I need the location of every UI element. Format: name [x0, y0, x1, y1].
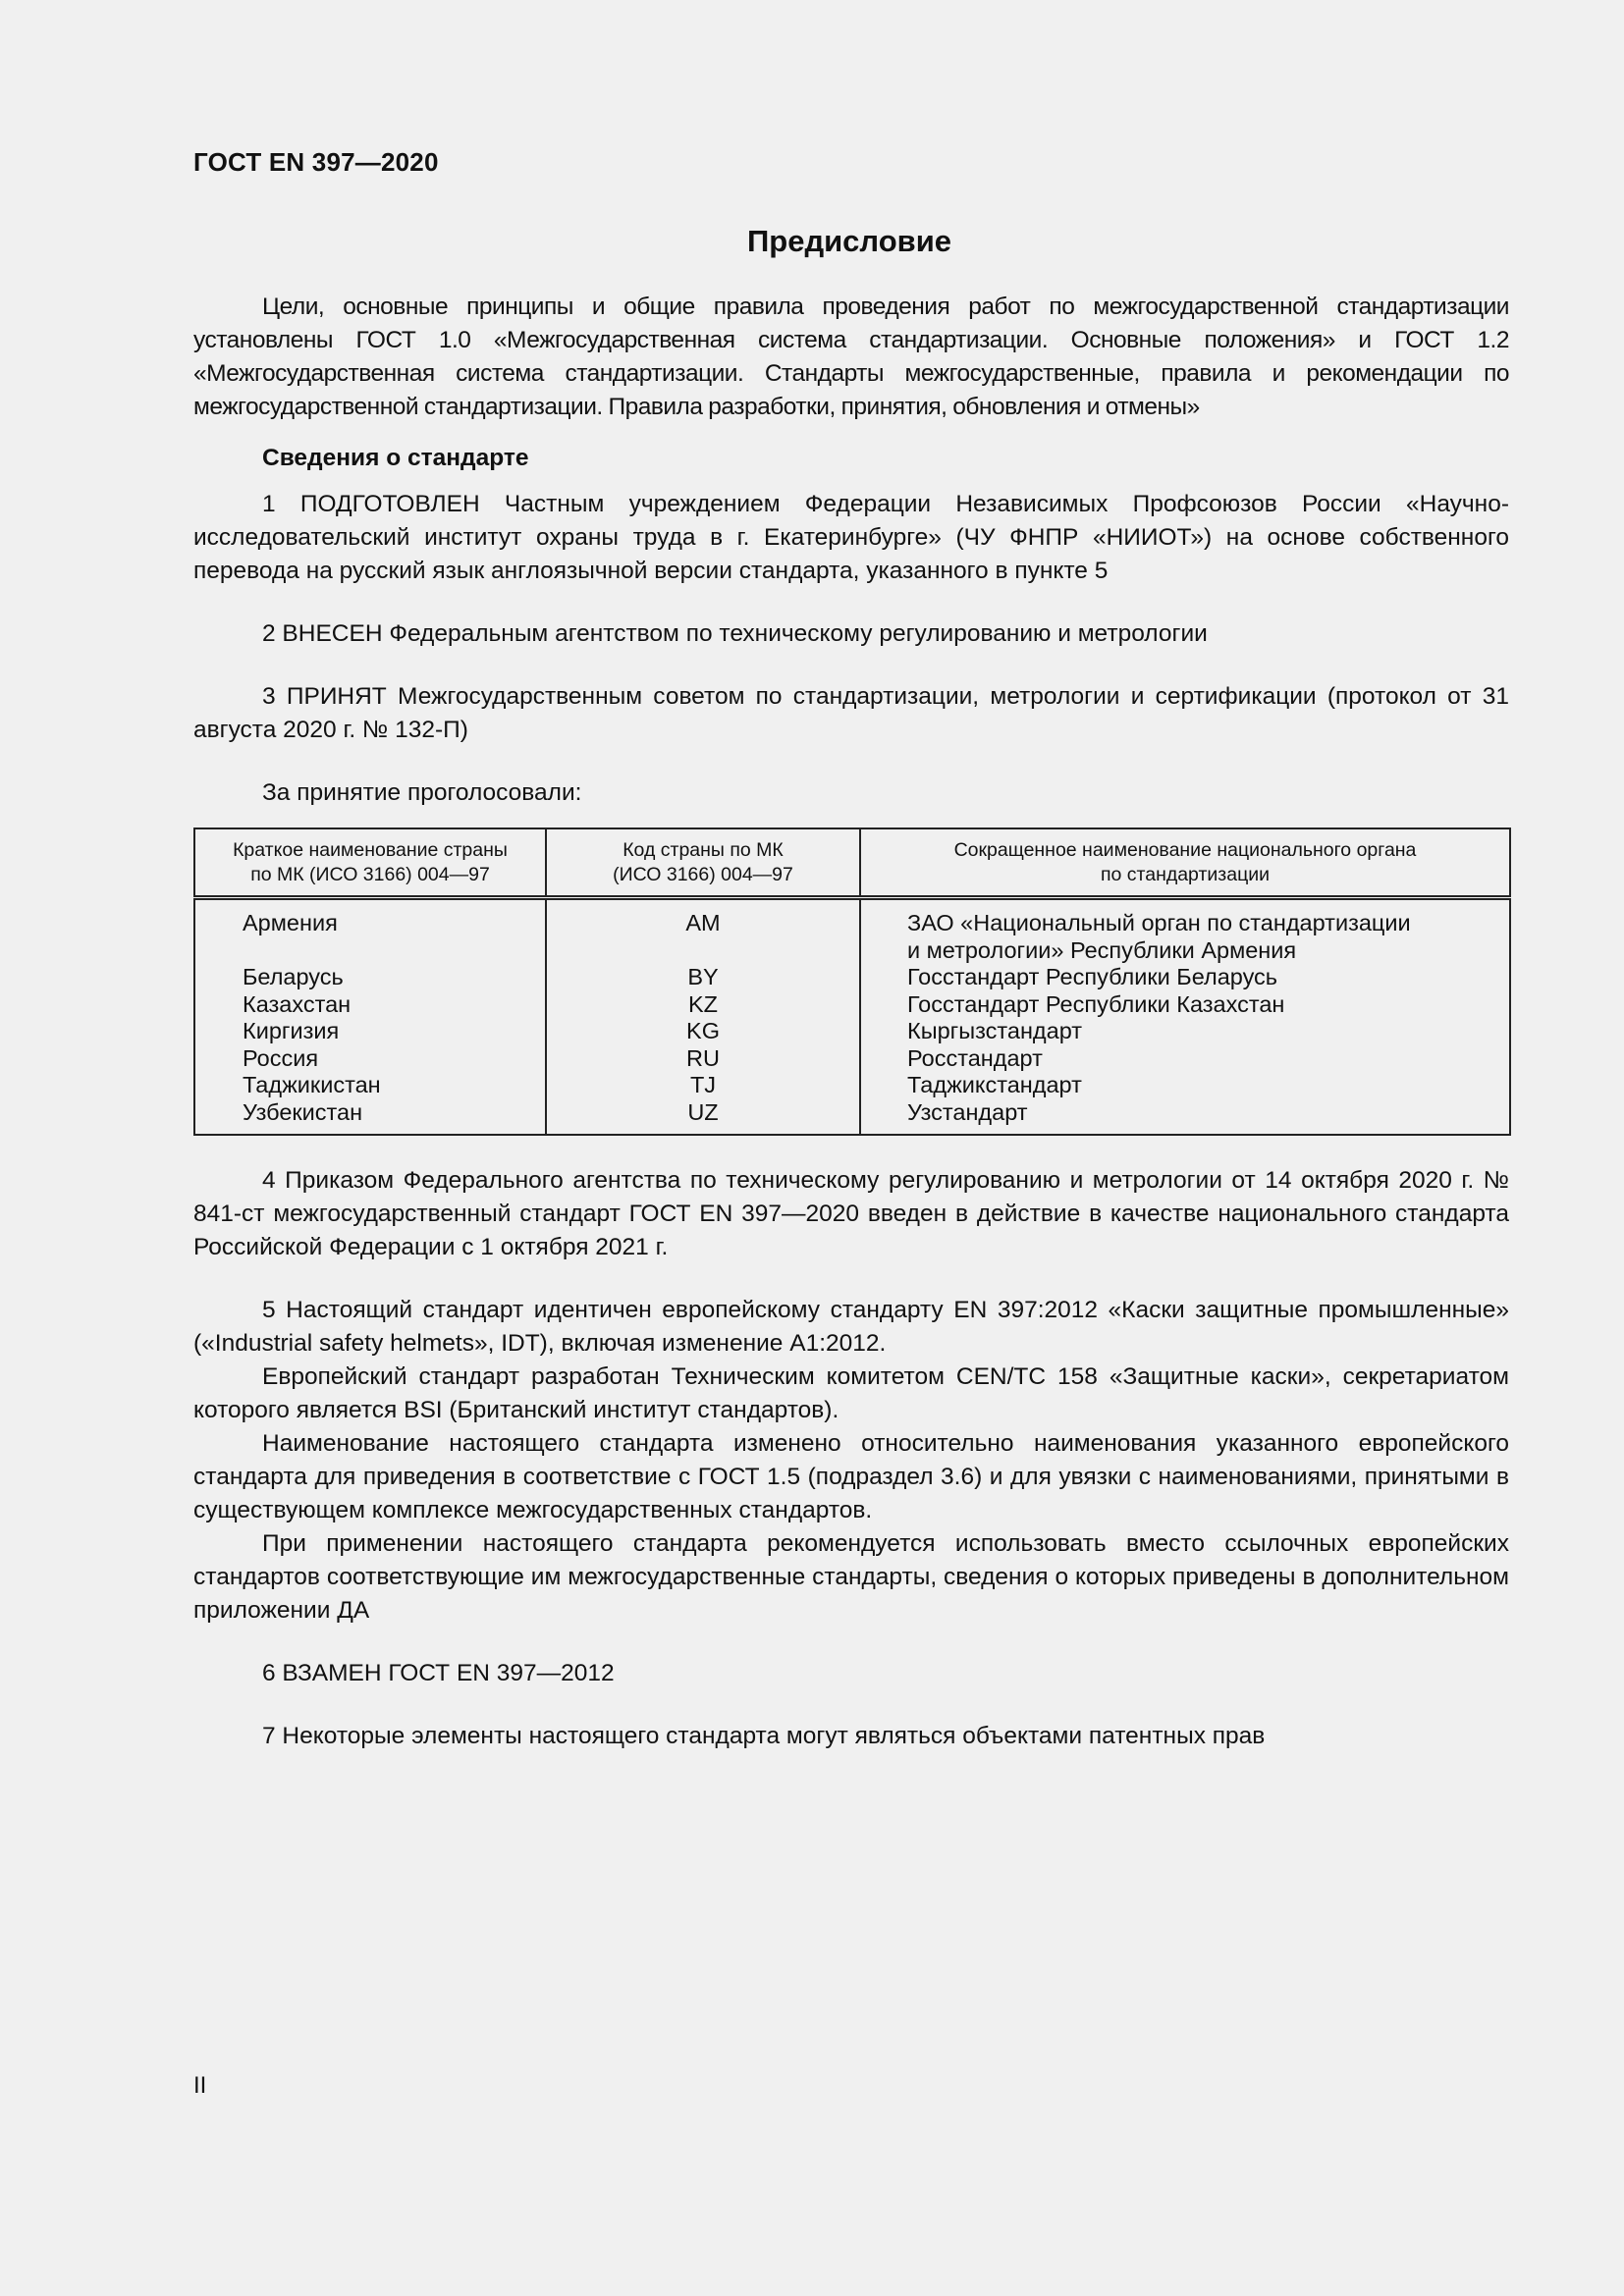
- header-country-name: Краткое наименование страны по МК (ИСО 3166) 004—97: [194, 828, 546, 898]
- country-name: Россия: [243, 1044, 319, 1071]
- country-code: AM: [685, 910, 721, 935]
- country-code: KZ: [687, 990, 719, 1017]
- voted-label: За принятие проголосовали:: [262, 779, 582, 806]
- country-name: Киргизия: [243, 1018, 340, 1043]
- page-number: II: [193, 2072, 207, 2099]
- header-national-body: Сокращенное наименование национального органа по стандартизации: [860, 828, 1510, 898]
- item-5-identical: 5 Настоящий стандарт идентичен европейскому стандарту EN 397:2012 «Каски защитные промышленные» («Industrial safety helmets», IDT), включая изменение A1:2012.: [193, 1297, 1509, 1357]
- national-body-name: Госстандарт Республики Казахстан: [907, 990, 1285, 1017]
- country-name: Казахстан: [243, 990, 352, 1017]
- national-body-name: Кыргызстандарт: [907, 1018, 1083, 1043]
- table-row: [194, 898, 1510, 1136]
- item-5-committee: Европейский стандарт разработан Техническим комитетом CEN/TC 158 «Защитные каски», секретариатом которого является BSI (Британский институт стандартов).: [193, 1363, 1509, 1423]
- national-body-name: Узстандарт: [907, 1098, 1028, 1125]
- country-name: Армения: [243, 910, 338, 935]
- national-body-name-cont: и метрологии» Республики Армения: [907, 936, 1297, 963]
- item-1-prepared: 1 ПОДГОТОВЛЕН Частным учреждением Федерации Независимых Профсоюзов России «Научно-исследовательский институт охраны труда в г. Екатеринбурге» (ЧУ ФНПР «НИИОТ») на основе собственного перевода на русский язык англоязычной версии стандарта, указанного в пункте 5: [193, 491, 1509, 584]
- country-column: [194, 898, 546, 1136]
- national-body-name: Таджикстандарт: [907, 1072, 1082, 1097]
- country-name: Таджикистан: [243, 1072, 381, 1097]
- item-2-introduced: 2 ВНЕСЕН Федеральным агентством по техническому регулированию и метрологии: [262, 620, 1208, 647]
- item-5-name-change: Наименование настоящего стандарта изменено относительно наименования указанного европейского стандарта для приведения в соответствие с ГОСТ 1.5 (подраздел 3.6) и для увязки с наименованиями, принятыми в существующем комплексе межгосударственных стандартов.: [193, 1430, 1509, 1523]
- country-code: BY: [687, 964, 719, 989]
- country-code: KG: [686, 1018, 720, 1043]
- item-5-references: При применении настоящего стандарта рекомендуется использовать вместо ссылочных европейских стандартов соответствующие им межгосударственные стандарты, сведения о которых приведены в дополнительном приложении ДА: [193, 1530, 1509, 1624]
- table-header-row: [194, 828, 1510, 898]
- country-code: UZ: [687, 1098, 719, 1125]
- national-body-name: Росстандарт: [907, 1044, 1043, 1071]
- header-country-code: Код страны по МК (ИСО 3166) 004—97: [546, 828, 860, 898]
- national-body-name: ЗАО «Национальный орган по стандартизации: [907, 910, 1411, 935]
- page-title: Предисловие: [746, 224, 951, 258]
- national-body-column: [860, 898, 1510, 1136]
- intro-paragraph: Цели, основные принципы и общие правила проведения работ по межгосударственной стандартизации установлены ГОСТ 1.0 «Межгосударственная система стандартизации. Основные положения» и ГОСТ 1.2 «Межгосударственная система стандартизации. Стандарты межгосударственные, правила и рекомендации по межгосударственной стандартизации. Правила разработки, принятия, обновления и отмены»: [193, 294, 1509, 420]
- voting-countries-table: [193, 828, 1511, 1136]
- country-code: RU: [686, 1044, 720, 1071]
- document-code-header: ГОСТ EN 397—2020: [193, 147, 439, 177]
- country-name: Узбекистан: [243, 1098, 363, 1125]
- item-4-order: 4 Приказом Федерального агентства по техническому регулированию и метрологии от 14 октября 2020 г. № 841-ст межгосударственный стандарт ГОСТ EN 397—2020 введен в действие в качестве национального стандарта Российской Федерации с 1 октября 2021 г.: [193, 1167, 1509, 1260]
- item-3-adopted: 3 ПРИНЯТ Межгосударственным советом по стандартизации, метрологии и сертификации (протокол от 31 августа 2020 г. № 132-П): [193, 683, 1509, 743]
- page-content: [193, 291, 1509, 1753]
- country-code: TJ: [689, 1072, 717, 1097]
- national-body-name: Госстандарт Республики Беларусь: [907, 964, 1278, 989]
- code-column: [546, 898, 860, 1136]
- standard-info-heading: Сведения о стандарте: [262, 445, 529, 471]
- country-name: Беларусь: [243, 964, 344, 989]
- item-7-patent-rights: 7 Некоторые элементы настоящего стандарта могут являться объектами патентных прав: [262, 1723, 1266, 1749]
- item-6-replaces: 6 ВЗАМЕН ГОСТ EN 397—2012: [262, 1660, 615, 1686]
